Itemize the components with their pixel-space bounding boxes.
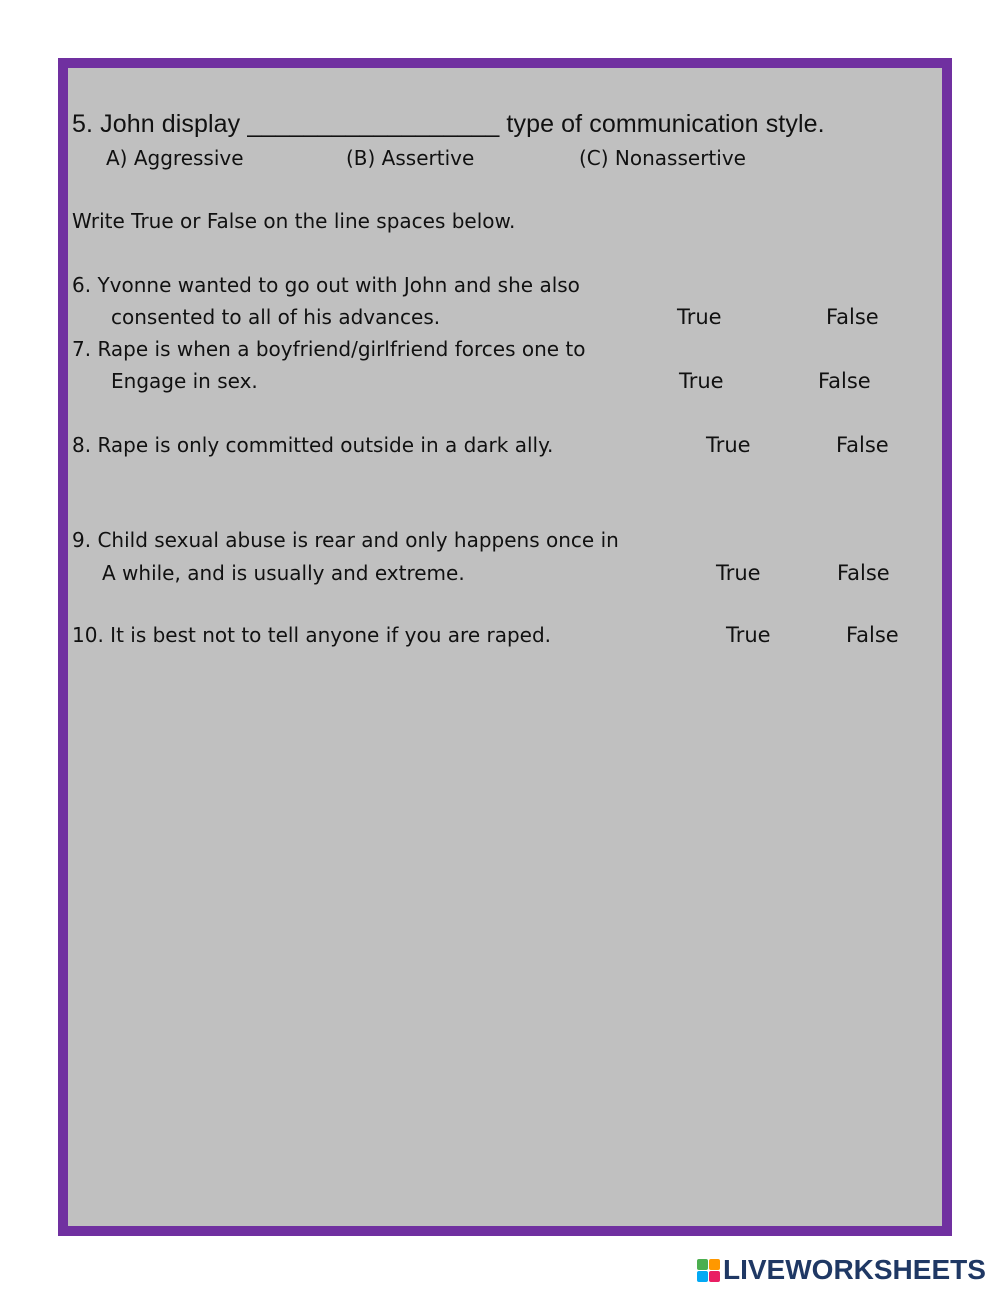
worksheet-panel [58, 58, 952, 1236]
question-5-option-b[interactable]: (B) Assertive [346, 146, 475, 170]
logo-icon-cell [709, 1271, 720, 1282]
question-5-prompt: 5. John display __________________ type of communication style. [72, 110, 825, 138]
question-8-false-option[interactable]: False [836, 433, 889, 457]
question-8-line-1: 8. Rape is only committed outside in a dark ally. [72, 433, 554, 457]
question-10-true-option[interactable]: True [726, 623, 771, 647]
liveworksheets-logo-icon [697, 1259, 720, 1282]
question-9-line-2: A while, and is usually and extreme. [102, 561, 465, 585]
question-10-line-1: 10. It is best not to tell anyone if you are raped. [72, 623, 552, 647]
logo-icon-cell [697, 1259, 708, 1270]
question-6-line-2: consented to all of his advances. [111, 305, 441, 329]
question-5-option-c[interactable]: (C) Nonassertive [579, 146, 746, 170]
question-6-true-option[interactable]: True [677, 305, 722, 329]
question-7-line-1: 7. Rape is when a boyfriend/girlfriend forces one to [72, 337, 586, 361]
question-6-false-option[interactable]: False [826, 305, 879, 329]
question-5-option-a[interactable]: A) Aggressive [106, 146, 244, 170]
liveworksheets-logo[interactable] [697, 1254, 986, 1286]
question-6-line-1: 6. Yvonne wanted to go out with John and she also [72, 273, 580, 297]
question-8-true-option[interactable]: True [706, 433, 751, 457]
question-7-false-option[interactable]: False [818, 369, 871, 393]
question-10-false-option[interactable]: False [846, 623, 899, 647]
logo-icon-cell [709, 1259, 720, 1270]
question-7-line-2: Engage in sex. [111, 369, 258, 393]
question-7-true-option[interactable]: True [679, 369, 724, 393]
logo-text: LIVEWORKSHEETS [723, 1254, 986, 1285]
question-9-true-option[interactable]: True [716, 561, 761, 585]
question-9-false-option[interactable]: False [837, 561, 890, 585]
instructions-text: Write True or False on the line spaces below. [72, 209, 516, 233]
question-9-line-1: 9. Child sexual abuse is rear and only happens once in [72, 528, 619, 552]
logo-icon-cell [697, 1271, 708, 1282]
